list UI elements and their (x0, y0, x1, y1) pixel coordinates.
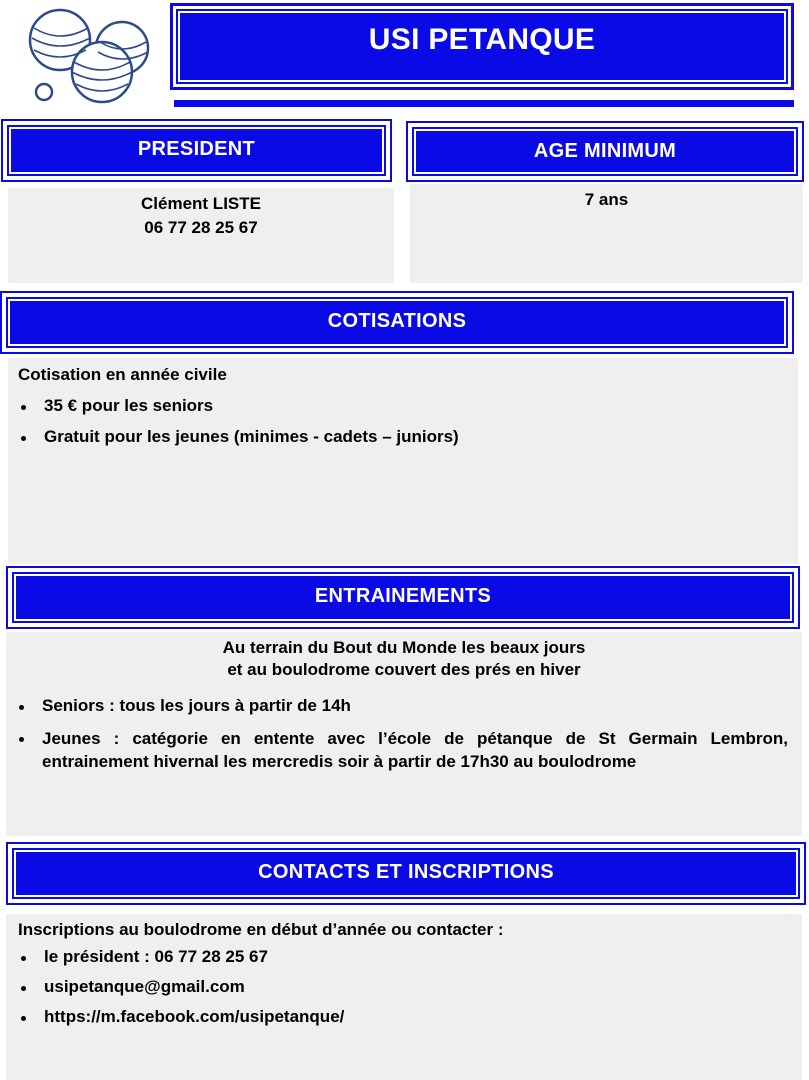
list-item: Jeunes : catégorie en entente avec l’école de pétanque de St Germain Lembron, entrainement hivernal les mercredis soir à partir de 17h30 au boulodrome (16, 727, 792, 773)
cotisations-list (18, 395, 788, 447)
president-panel (8, 188, 394, 283)
president-header (1, 119, 392, 182)
cotisations-intro: Cotisation en année civile (18, 365, 227, 384)
contacts-list (18, 946, 790, 1027)
list-item: Gratuit pour les jeunes (minimes - cadets – juniors) (18, 426, 788, 447)
entrainements-line2: et au boulodrome couvert des prés en hiver (227, 660, 581, 679)
president-label: PRESIDENT (137, 138, 256, 160)
facebook-link[interactable]: https://m.facebook.com/usipetanque/ (18, 1006, 790, 1027)
age-label: AGE MINIMUM (533, 140, 677, 162)
entrainements-header (6, 566, 800, 629)
contacts-header (6, 842, 806, 905)
entrainements-panel (6, 632, 802, 836)
petanque-balls-icon (18, 4, 158, 104)
contacts-intro: Inscriptions au boulodrome en début d’année ou contacter : (18, 920, 504, 939)
age-panel (410, 184, 803, 283)
age-header (406, 121, 804, 182)
age-value: 7 ans (584, 190, 629, 209)
entrainements-line1: Au terrain du Bout du Monde les beaux jours (222, 638, 586, 657)
logo (18, 4, 158, 104)
contacts-panel (6, 914, 802, 1080)
email-link[interactable]: usipetanque@gmail.com (18, 976, 790, 997)
page-title: USI PETANQUE (368, 23, 596, 56)
list-item: 35 € pour les seniors (18, 395, 788, 416)
cotisations-panel (8, 358, 798, 564)
list-item: Seniors : tous les jours à partir de 14h (16, 695, 792, 716)
president-phone: 06 77 28 25 67 (144, 218, 258, 237)
cotisations-label: COTISATIONS (327, 310, 467, 332)
entrainements-list (16, 695, 792, 773)
contacts-label: CONTACTS ET INSCRIPTIONS (258, 861, 554, 883)
list-item: le président : 06 77 28 25 67 (18, 946, 790, 967)
cotisations-header (0, 291, 794, 354)
entrainements-label: ENTRAINEMENTS (314, 585, 492, 607)
title-underline (174, 100, 794, 107)
president-name: Clément LISTE (141, 194, 261, 213)
title-banner (170, 3, 794, 90)
